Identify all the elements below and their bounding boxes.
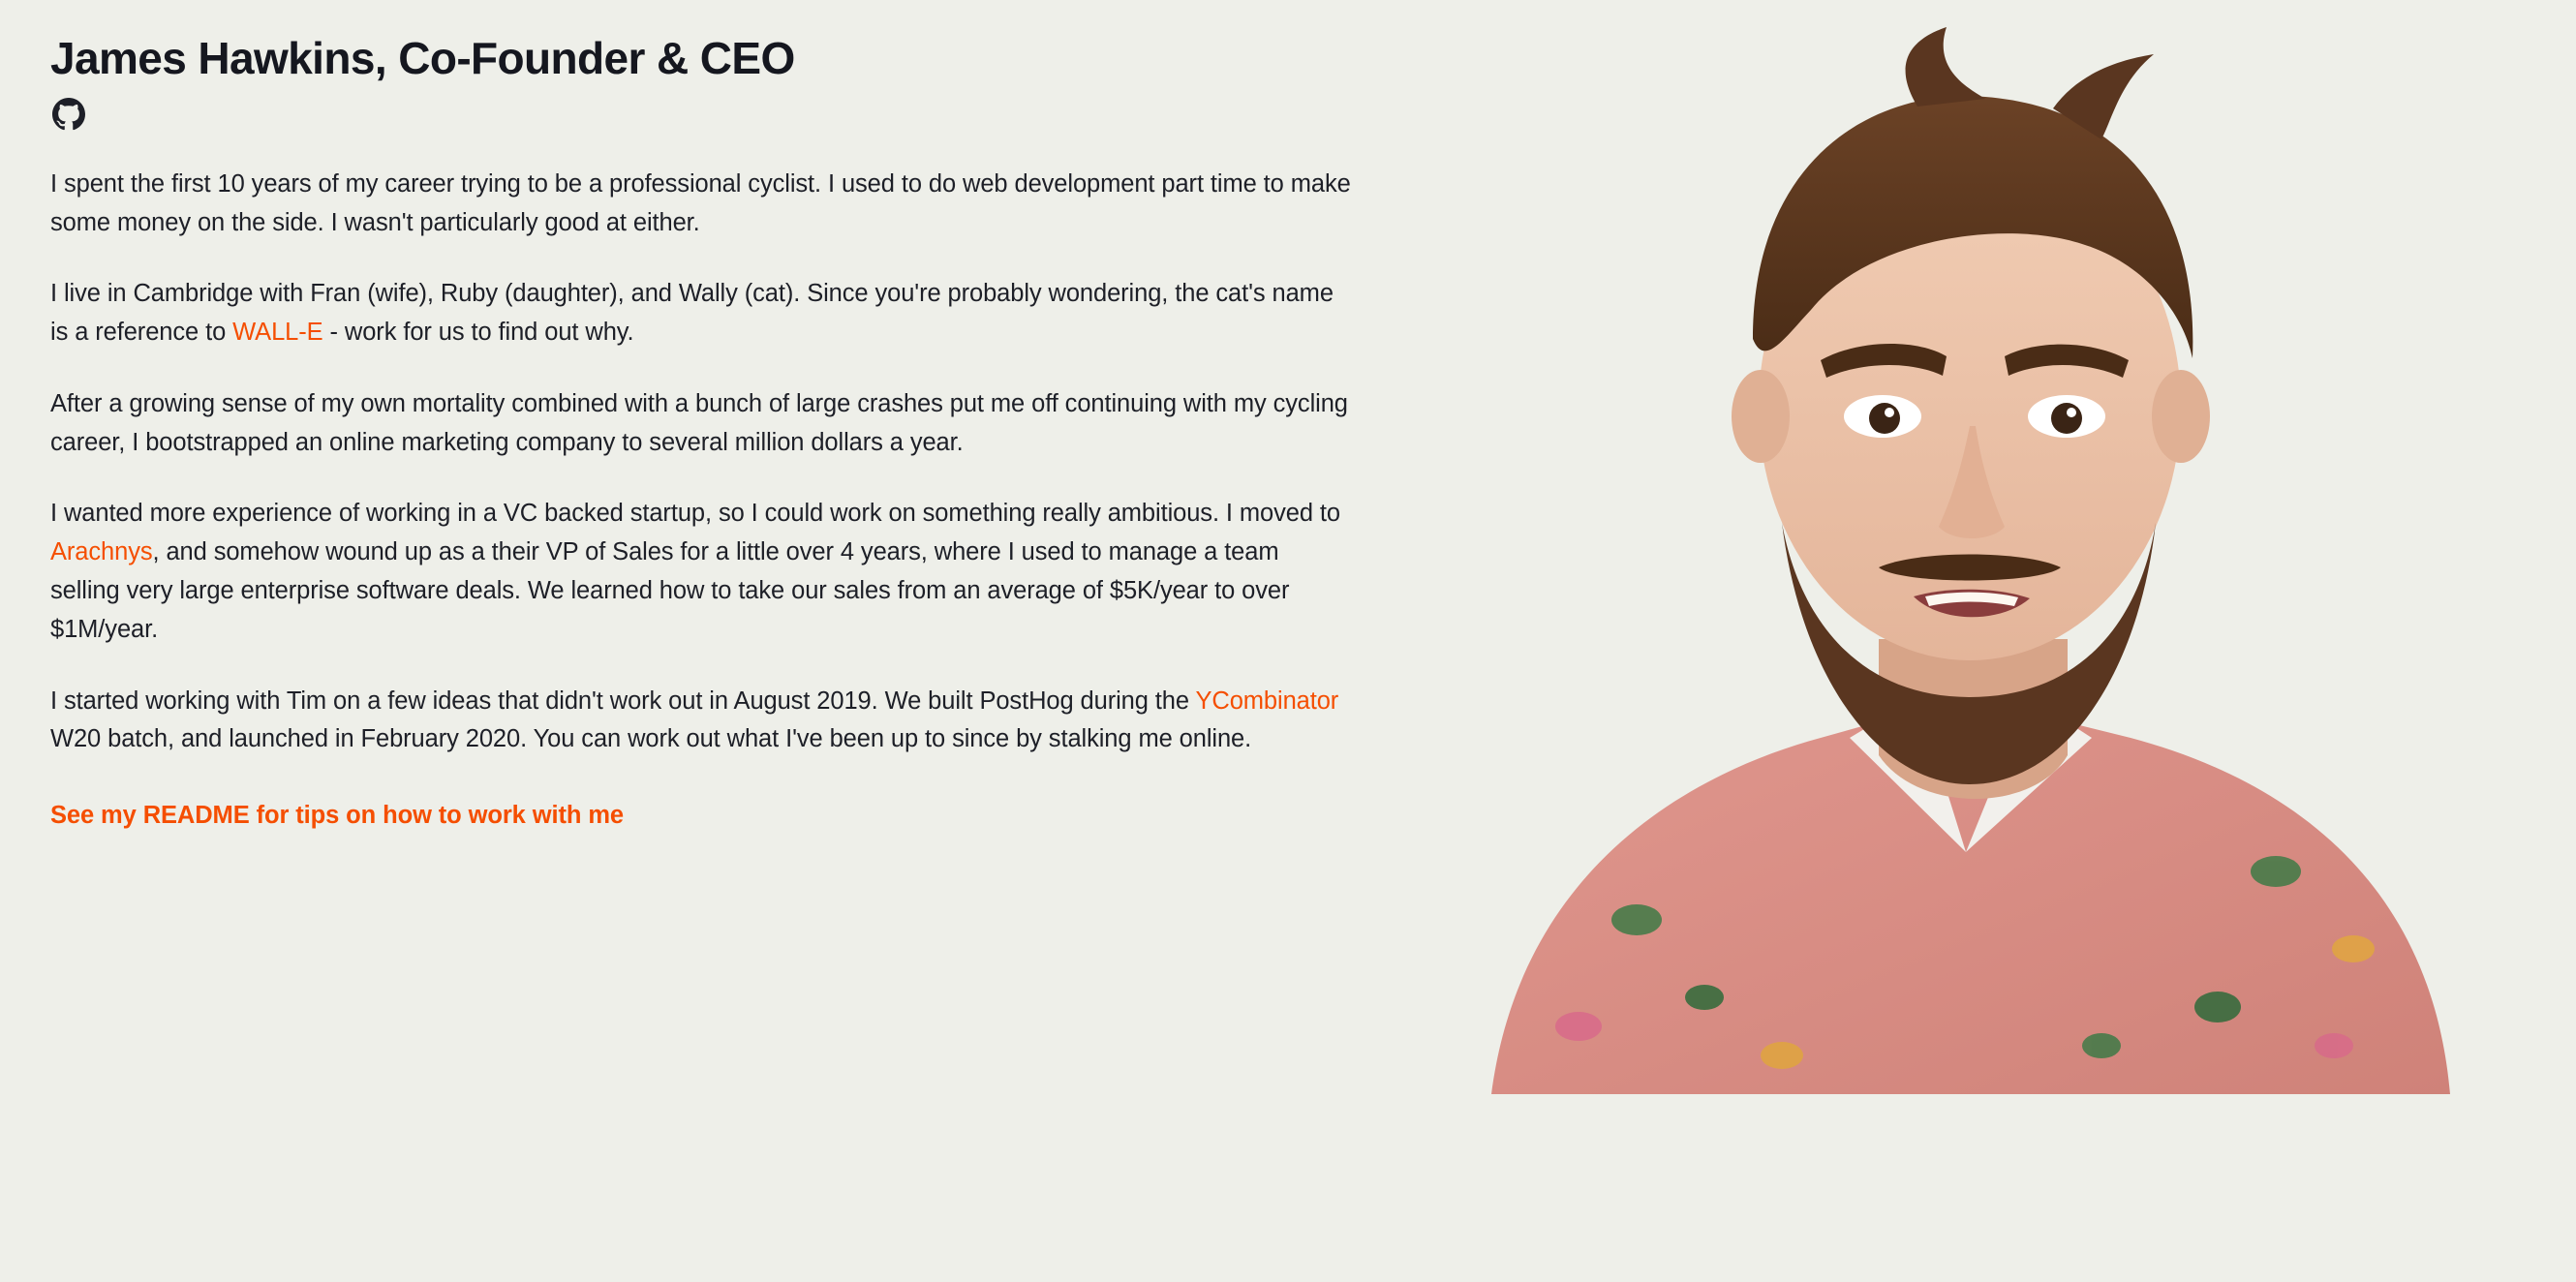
paragraph-text: - work for us to find out why. [322,319,634,347]
arachnys-link[interactable]: Arachnys [50,538,153,566]
paragraph-text: I started working with Tim on a few ideas that didn't work out in August 2019. We built PostHog during the [50,687,1196,715]
paragraph-text: I live in Cambridge with Fran (wife), Ruby (daughter), and Wally (cat). Since you're probably wondering, the cat's name is a reference to [50,280,1334,347]
wall-e-link[interactable]: WALL-E [232,319,323,347]
james-hawkins-portrait [1462,19,2469,1094]
page-title: James Hawkins, Co-Founder & CEO [50,33,795,83]
paragraph-text: After a growing sense of my own mortality combined with a bunch of large crashes put me off continuing with my cycling career, I bootstrapped an online marketing company to several million dollars a year. [50,389,1348,456]
bio-paragraph-5 [50,683,1353,760]
bio-column [50,33,1406,830]
bio-paragraph-1 [50,166,1353,243]
paragraph-text: I spent the first 10 years of my career trying to be a professional cyclist. I used to do web development part time to make some money on the side. I wasn't particularly good at either. [50,169,1351,236]
paragraph-text: I wanted more experience of working in a VC backed startup, so I could work on something really ambitious. I moved to [50,500,1340,528]
paragraph-text: , and somehow wound up as a their VP of Sales for a little over 4 years, where I used to manage a team selling very large enterprise software deals. We learned how to take our sales from an average of $5K/year to over $1M/year. [50,538,1290,643]
github-icon[interactable] [52,98,85,131]
social-links [52,98,1406,131]
portrait-column [1462,0,2469,1098]
bio-paragraph-3 [50,385,1353,463]
readme-link[interactable]: See my README for tips on how to work with me [50,802,624,830]
ycombinator-link[interactable]: YCombinator [1195,687,1339,715]
bio-paragraph-2 [50,275,1353,352]
paragraph-text: W20 batch, and launched in February 2020. You can work out what I've been up to since by stalking me online. [50,725,1252,753]
bio-paragraph-4 [50,495,1353,649]
